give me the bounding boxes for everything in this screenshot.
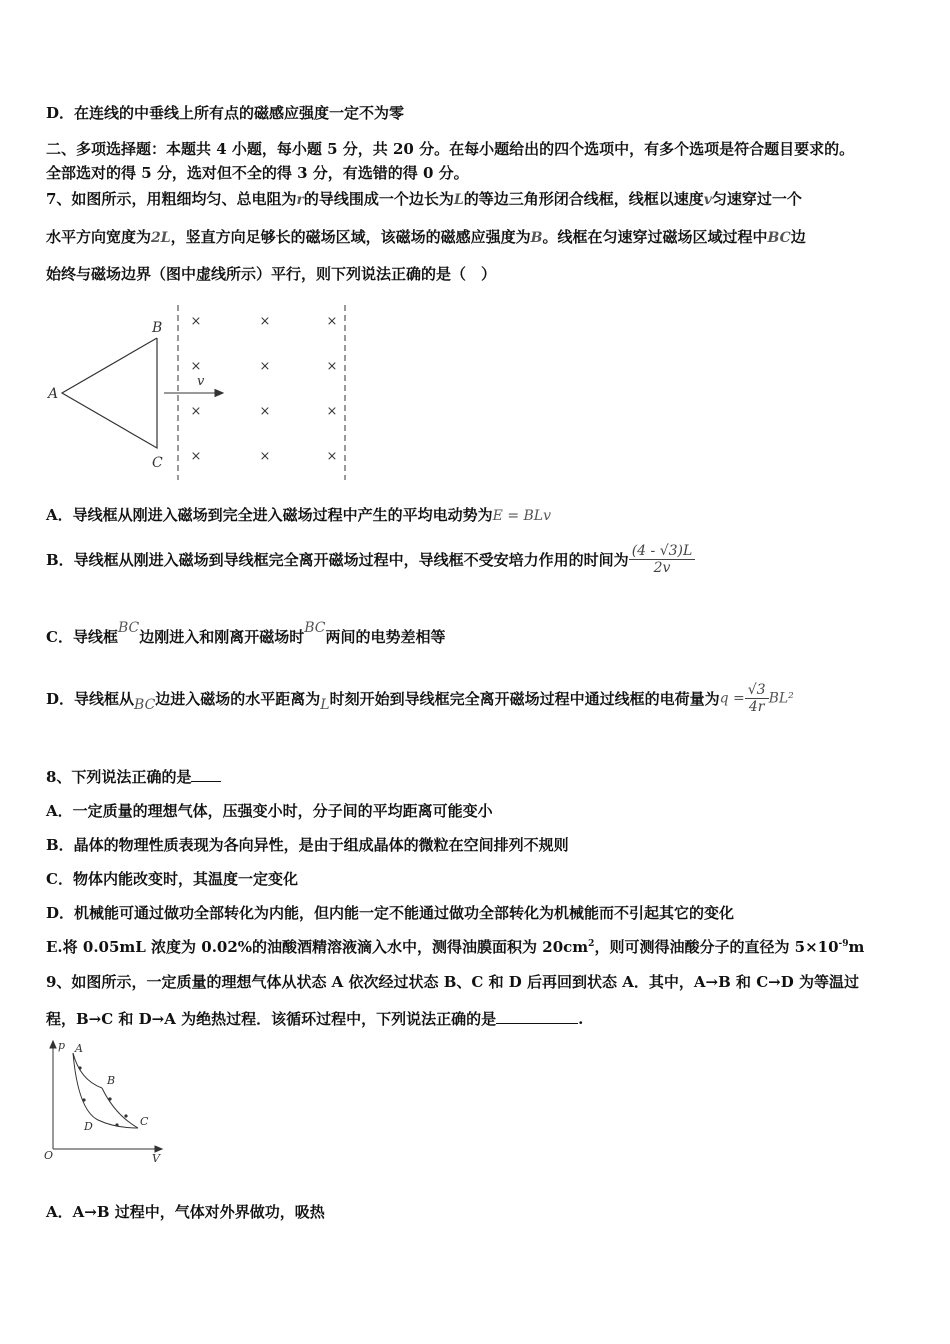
superscript: -9: [838, 939, 849, 949]
option-math: L: [320, 696, 330, 713]
q7-text: 7、如图所示，用粗细均匀、总电阻为: [46, 190, 297, 208]
fraction-numerator: √3: [745, 682, 769, 699]
option-math: BC: [304, 620, 326, 636]
field-cross: ×: [326, 449, 338, 464]
option-text: D．导线框从: [46, 690, 135, 708]
section-header-line1: 二、多项选择题：本题共 4 小题，每小题 5 分，共 20 分。在每小题给出的四个选项中，有多个选项是符合题目要求的。: [46, 140, 855, 158]
field-cross: ×: [190, 404, 202, 419]
state-label-c: C: [140, 1115, 149, 1128]
section-header-line2: 全部选对的得 5 分，选对但不全的得 3 分，有选错的得 0 分。: [46, 164, 469, 182]
prev-option-d: D．在连线的中垂线上所有点的磁感应强度一定不为零: [46, 104, 405, 122]
q7-math-v: v: [703, 192, 712, 208]
triangle-frame: [62, 338, 157, 448]
state-label-a: A: [75, 1042, 83, 1055]
option-text: B．导线框从刚进入磁场到导线框完全离开磁场过程中，导线框不受安培力作用的时间为: [46, 551, 629, 569]
option-text: 边进入磁场的水平距离为: [155, 690, 321, 708]
fraction-denominator: 4r: [748, 699, 765, 715]
option-fraction: [629, 543, 696, 576]
option-math: BC: [117, 620, 140, 636]
q7-text: 的导线围成一个边长为: [303, 190, 454, 208]
origin-label: O: [44, 1149, 54, 1162]
q9-pv-diagram: [40, 1035, 170, 1165]
velocity-arrow: [164, 390, 223, 397]
field-cross: ×: [326, 404, 338, 419]
answer-blank: [191, 767, 221, 782]
fraction-numerator: (4 - √3)L: [629, 543, 696, 560]
q7-math-L: L: [453, 192, 464, 208]
option-fraction: [745, 682, 769, 715]
q7-stem-line3: 始终与磁场边界（图中虚线所示）平行，则下列说法正确的是（ ）: [46, 265, 497, 283]
q9-stem-line2: [46, 1008, 583, 1029]
q7-text: 的等边三角形闭合线框，线框以速度: [463, 190, 704, 208]
label-C: C: [152, 455, 163, 471]
cycle-curves: [73, 1053, 138, 1128]
state-label-d: D: [84, 1120, 93, 1133]
option-math: q =: [719, 690, 745, 707]
field-cross: ×: [190, 359, 202, 374]
q8-stem-text: 8、下列说法正确的是: [46, 768, 192, 786]
field-cross: ×: [259, 449, 271, 464]
q9-option-a: A．A→B 过程中，气体对外界做功，吸热: [46, 1203, 325, 1221]
state-label-b: B: [107, 1074, 116, 1087]
field-cross: ×: [326, 314, 338, 329]
q7-stem-line2: [46, 226, 806, 247]
option-text: 边刚进入和刚离开磁场时: [139, 628, 305, 646]
option-text: 时刻开始到导线框完全离开磁场过程中通过线框的电荷量为: [329, 690, 720, 708]
q7-stem-line1: [46, 188, 802, 209]
q7-option-c: [46, 620, 446, 647]
field-cross: ×: [190, 314, 202, 329]
option-text: m: [848, 938, 865, 956]
q7-text: 水平方向宽度为: [46, 228, 152, 246]
label-v: v: [197, 374, 205, 389]
superscript: 2: [588, 939, 595, 949]
q7-text: 边: [790, 228, 806, 246]
label-B: B: [152, 320, 163, 336]
q7-math-r: r: [296, 192, 304, 208]
option-math: BL²: [768, 690, 794, 707]
answer-blank: [496, 1009, 578, 1024]
option-math: BC: [134, 696, 156, 713]
q8-stem: [46, 766, 221, 787]
field-cross: ×: [190, 449, 202, 464]
q9-stem-line1: 9、如图所示，一定质量的理想气体从状态 A 依次经过状态 B、C 和 D 后再回到状态 A．其中，A→B 和 C→D 为等温过: [46, 973, 859, 991]
q7-option-b: [46, 543, 695, 576]
axis-label-p: p: [58, 1039, 66, 1052]
q7-math-2L: 2L: [151, 230, 171, 246]
q7-math-BC: BC: [767, 230, 791, 246]
q7-text: 。线框在匀速穿过磁场区域过程中: [542, 228, 768, 246]
label-A: A: [48, 386, 59, 402]
curve-points: [78, 1066, 127, 1126]
field-cross: ×: [259, 404, 271, 419]
q8-option-e: [46, 936, 864, 957]
option-math: E = BLv: [492, 508, 552, 524]
option-text: E.将 0.05mL 浓度为 0.02%的油酸酒精溶液滴入水中，测得油膜面积为 20cm: [46, 938, 589, 956]
q7-text: 匀速穿过一个: [711, 190, 802, 208]
fraction-denominator: 2v: [653, 560, 671, 576]
q9-text: 程，B→C 和 D→A 为绝热过程．该循环过程中，下列说法正确的是: [46, 1010, 497, 1028]
q7-option-d: [46, 682, 794, 715]
option-text: ，则可测得油酸分子的直径为 5×10: [594, 938, 839, 956]
option-text: A．导线框从刚进入磁场到完全进入磁场过程中产生的平均电动势为: [46, 506, 493, 524]
q7-text: ，竖直方向足够长的磁场区域，该磁场的磁感应强度为: [170, 228, 531, 246]
q8-option-a: A．一定质量的理想气体，压强变小时，分子间的平均距离可能变小: [46, 802, 493, 820]
q7-math-B: B: [530, 230, 543, 246]
q7-option-a: [46, 504, 551, 525]
field-cross: ×: [326, 359, 338, 374]
field-cross: ×: [259, 359, 271, 374]
axis-label-v: V: [152, 1152, 160, 1165]
q8-option-d: D．机械能可通过做功全部转化为内能，但内能一定不能通过做功全部转化为机械能而不引起其它的变化: [46, 904, 735, 922]
q9-text: .: [578, 1010, 584, 1028]
q7-figure: [40, 300, 360, 485]
option-text: C．导线框: [46, 628, 118, 646]
option-text: 两间的电势差相等: [325, 628, 446, 646]
q8-option-b: B．晶体的物理性质表现为各向异性，是由于组成晶体的微粒在空间排列不规则: [46, 836, 569, 854]
q8-option-c: C．物体内能改变时，其温度一定变化: [46, 870, 298, 888]
field-cross: ×: [259, 314, 271, 329]
